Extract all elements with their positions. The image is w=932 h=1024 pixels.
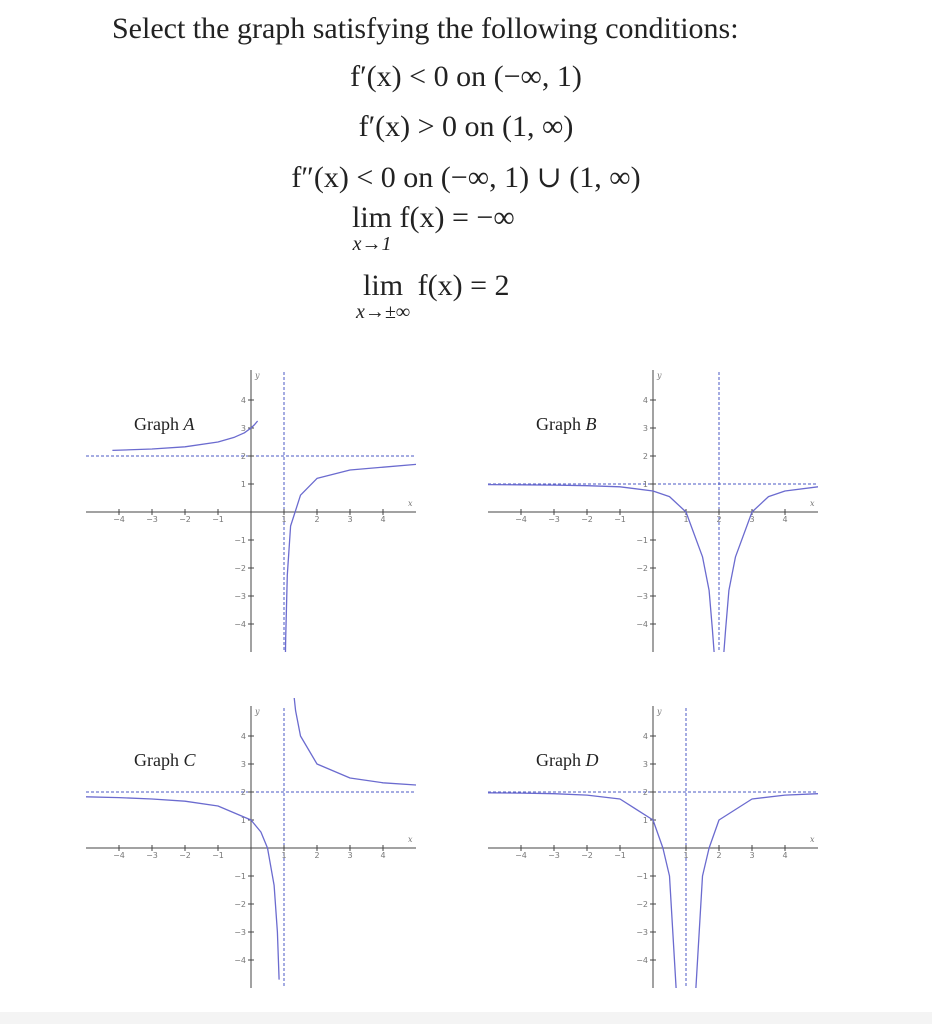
graph-d-label-letter: D: [585, 750, 599, 770]
y-tick-label: −1: [234, 872, 246, 881]
x-tick-label: 4: [380, 851, 386, 860]
y-tick-label: −3: [636, 592, 648, 601]
graph-b-panel[interactable]: [488, 362, 818, 652]
y-tick-label: −2: [636, 564, 648, 573]
limit-2-expression: f(x) = 2: [417, 269, 510, 302]
y-tick-label: 1: [642, 816, 648, 825]
y-tick-label: 3: [642, 760, 648, 769]
limit-1-expression: f(x) = −∞: [399, 201, 515, 234]
y-tick-label: 2: [642, 788, 648, 797]
y-axis-label: y: [255, 371, 260, 380]
x-axis-label: x: [810, 835, 815, 844]
y-tick-label: −4: [234, 956, 246, 965]
y-tick-label: 1: [240, 816, 246, 825]
y-tick-label: −1: [234, 536, 246, 545]
x-tick-label: −2: [581, 515, 593, 524]
graph-b-label-prefix: Graph: [536, 414, 581, 434]
limit-2: [356, 270, 510, 322]
x-tick-label: −4: [515, 515, 527, 524]
x-tick-label: −4: [113, 515, 125, 524]
x-axis-label: x: [810, 499, 815, 508]
x-tick-label: −2: [179, 851, 191, 860]
x-tick-label: 3: [749, 515, 755, 524]
x-tick-label: 1: [683, 515, 689, 524]
x-tick-label: 1: [281, 851, 287, 860]
limit-2-subscript: x→±∞: [356, 301, 411, 323]
curve-branch-1: [86, 797, 279, 980]
curve-branch-2: [285, 464, 416, 680]
x-tick-label: −3: [146, 851, 158, 860]
y-tick-label: −4: [234, 620, 246, 629]
x-tick-label: −2: [581, 851, 593, 860]
x-tick-label: 1: [683, 851, 689, 860]
graph-d-plot: [488, 698, 818, 988]
x-tick-label: 2: [314, 851, 320, 860]
graph-a-label-letter: A: [183, 414, 195, 434]
y-tick-label: 4: [642, 396, 648, 405]
limit-1-subscript: x→1: [352, 233, 392, 255]
x-axis-label: x: [408, 835, 413, 844]
curve-branch-1: [112, 421, 257, 450]
graph-a-label-prefix: Graph: [134, 414, 179, 434]
y-tick-label: 4: [240, 732, 246, 741]
x-tick-label: 2: [716, 515, 722, 524]
x-tick-label: −3: [146, 515, 158, 524]
bottom-bar: [0, 1012, 932, 1024]
y-tick-label: −3: [636, 928, 648, 937]
graph-d-label-prefix: Graph: [536, 750, 581, 770]
y-axis-label: y: [657, 707, 662, 716]
question-prompt: Select the graph satisfying the following conditions:: [112, 12, 739, 45]
condition-3: f″(x) < 0 on (−∞, 1) ∪ (1, ∞): [291, 161, 641, 194]
graph-a-panel[interactable]: [86, 362, 416, 652]
curve-branch-1: [488, 793, 681, 1024]
condition-1: f′(x) < 0 on (−∞, 1): [350, 60, 582, 93]
y-tick-label: 2: [240, 788, 246, 797]
graph-c-plot: [86, 698, 416, 988]
x-tick-label: 3: [347, 851, 353, 860]
y-tick-label: −2: [636, 900, 648, 909]
y-tick-label: 2: [240, 452, 246, 461]
x-tick-label: 4: [782, 851, 788, 860]
condition-2: f′(x) > 0 on (1, ∞): [358, 110, 574, 143]
graph-d-panel[interactable]: [488, 698, 818, 988]
y-tick-label: 3: [240, 760, 246, 769]
x-tick-label: −3: [548, 515, 560, 524]
x-tick-label: −4: [515, 851, 527, 860]
graph-a-plot: [86, 362, 416, 652]
y-axis-label: y: [255, 707, 260, 716]
x-tick-label: −1: [212, 851, 224, 860]
x-tick-label: −1: [614, 851, 626, 860]
graph-c-label-prefix: Graph: [134, 750, 179, 770]
y-tick-label: −4: [636, 956, 648, 965]
graph-b-label-letter: B: [585, 414, 597, 434]
x-axis-label: x: [408, 499, 413, 508]
y-tick-label: −3: [234, 928, 246, 937]
y-tick-label: −3: [234, 592, 246, 601]
curve-branch-1: [488, 485, 714, 652]
x-tick-label: 3: [347, 515, 353, 524]
x-tick-label: 3: [749, 851, 755, 860]
y-tick-label: 4: [240, 396, 246, 405]
x-tick-label: 4: [380, 515, 386, 524]
y-tick-label: −1: [636, 872, 648, 881]
x-tick-label: −3: [548, 851, 560, 860]
x-tick-label: 2: [716, 851, 722, 860]
question-block: [0, 0, 932, 340]
x-tick-label: 4: [782, 515, 788, 524]
x-tick-label: −2: [179, 515, 191, 524]
curves-group: [112, 421, 416, 680]
curve-branch-2: [691, 794, 818, 1024]
x-tick-label: −4: [113, 851, 125, 860]
x-tick-label: 2: [314, 515, 320, 524]
graph-c-panel[interactable]: [86, 698, 416, 988]
y-tick-label: 4: [642, 732, 648, 741]
y-tick-label: −4: [636, 620, 648, 629]
y-axis-label: y: [657, 371, 662, 380]
limit-1: [352, 202, 515, 254]
y-tick-label: 3: [240, 424, 246, 433]
x-tick-label: −1: [212, 515, 224, 524]
y-tick-label: 1: [642, 480, 648, 489]
y-tick-label: 3: [642, 424, 648, 433]
limit-1-operator: lim: [352, 201, 393, 234]
x-tick-label: 1: [281, 515, 287, 524]
y-tick-label: 2: [642, 452, 648, 461]
y-tick-label: −2: [234, 900, 246, 909]
y-tick-label: 1: [240, 480, 246, 489]
graph-c-label-letter: C: [183, 750, 196, 770]
x-tick-label: −1: [614, 515, 626, 524]
graph-b-plot: [488, 362, 818, 652]
y-tick-label: −1: [636, 536, 648, 545]
limit-2-operator: lim: [363, 269, 404, 302]
y-tick-label: −2: [234, 564, 246, 573]
curve-branch-2: [292, 680, 416, 785]
